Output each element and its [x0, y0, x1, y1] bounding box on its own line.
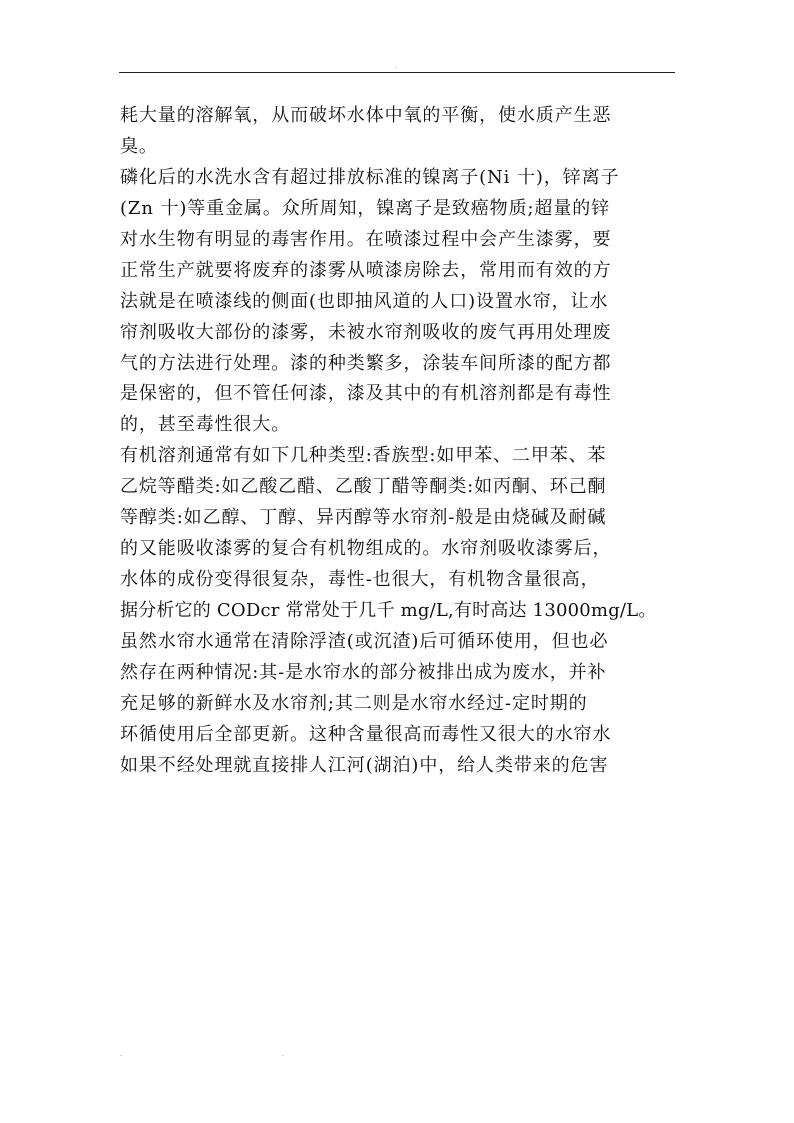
text-line: 耗大量的溶解氧，从而破坏水体中氧的平衡，使水质产生恶 — [120, 105, 612, 126]
text-line: 磷化后的水洗水含有超过排放标准的镍离子(Ni 十)，锌离子 — [120, 166, 620, 188]
text-line: 法就是在喷漆线的侧面(也即抽风道的人口)设置水帘，让水 — [120, 290, 609, 312]
text-line: 然存在两种情况:其-是水帘水的部分被排出成为废水，并补 — [120, 661, 607, 683]
header-rule — [119, 72, 675, 73]
text-line: 水体的成份变得很复杂，毒性-也很大，有机物含量很高， — [120, 569, 600, 591]
text-line: 是保密的，但不管任何漆，漆及其中的有机溶剂都是有毒性 — [120, 383, 612, 405]
text-line: 对水生物有明显的毒害作用。在喷漆过程中会产生漆雾，要 — [120, 228, 612, 250]
text-line: 如果不经处理就直接排人江河(湖泊)中，给人类带来的危害 — [120, 754, 609, 776]
footer-mark-right: . — [282, 1051, 284, 1058]
text-line: 乙烷等醋类:如乙酸乙醋、乙酸丁醋等酮类:如丙酮、环己酮 — [120, 476, 607, 498]
text-line: 等醇类:如乙醇、丁醇、异丙醇等水帘剂-般是由烧碱及耐碱 — [120, 507, 607, 529]
text-line: 充足够的新鲜水及水帘剂;其二则是水帘水经过-定时期的 — [120, 692, 588, 714]
text-line: 气的方法进行处理。漆的种类繁多，涂装车间所漆的配方都 — [120, 352, 612, 374]
header-mark: . — [395, 63, 397, 70]
text-line: 环循使用后全部更新。这种含量很高而毒性又很大的水帘水 — [120, 723, 612, 745]
text-line: 帘剂吸收大部份的漆雾，未被水帘剂吸收的废气再用处理废 — [120, 321, 612, 343]
text-line: 虽然水帘水通常在清除浮渣(或沉渣)后可循环使用，但也必 — [120, 630, 609, 652]
text-line: 有机溶剂通常有如下几种类型:香族型:如甲苯、二甲苯、苯 — [120, 445, 607, 467]
text-line: 正常生产就要将废弃的漆雾从喷漆房除去，常用而有效的方 — [120, 259, 612, 281]
text-line: 的，甚至毒性很大。 — [120, 414, 291, 436]
text-line: (Zn 十)等重金属。众所周知，镍离子是致癌物质;超量的锌 — [120, 197, 611, 219]
footer-mark-left: . — [120, 1051, 122, 1058]
text-line: 的又能吸收漆雾的复合有机物组成的。水帘剂吸收漆雾后， — [120, 538, 612, 560]
text-line: 臭。 — [120, 135, 158, 157]
text-line: 据分析它的 CODcr 常常处于几千 mg/L,有时高达 13000mg/L。 — [120, 600, 657, 621]
document-body — [120, 101, 680, 782]
